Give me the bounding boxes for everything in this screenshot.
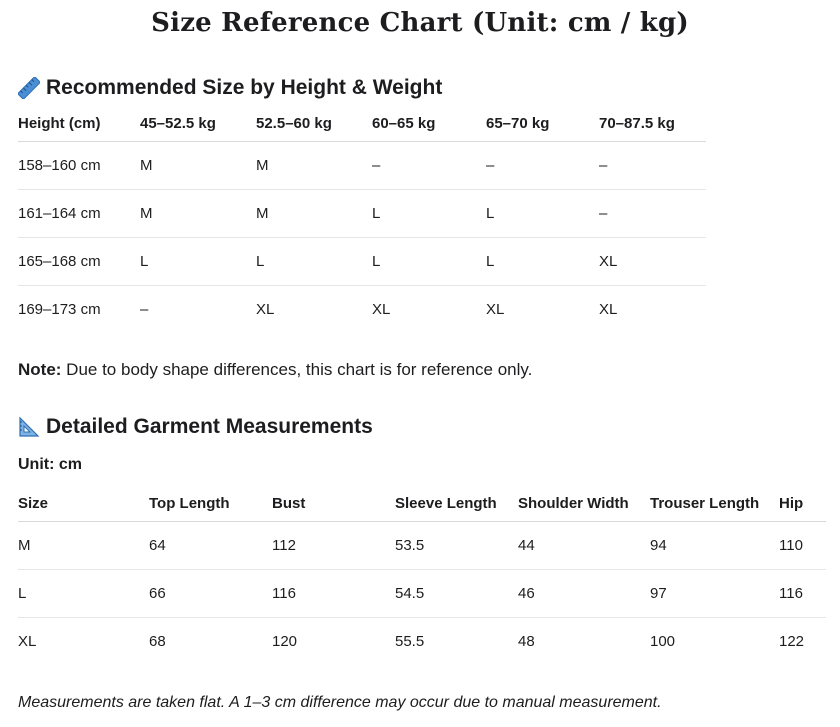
column-header: Trouser Length	[650, 485, 779, 522]
table-cell: L	[18, 570, 149, 618]
note-label: Note:	[18, 360, 62, 379]
ruler-icon	[18, 77, 42, 99]
column-header: 60–65 kg	[372, 105, 486, 142]
column-header: 52.5–60 kg	[256, 105, 372, 142]
table-cell: –	[486, 142, 599, 190]
column-header: Sleeve Length	[395, 485, 518, 522]
section-heading-text: Detailed Garment Measurements	[46, 415, 373, 438]
unit-label: Unit: cm	[18, 456, 82, 473]
table-cell: M	[256, 190, 372, 238]
table-cell: 53.5	[395, 522, 518, 570]
table-row	[18, 190, 706, 238]
table-cell: 122	[779, 633, 805, 650]
table-cell: 55.5	[395, 633, 425, 650]
table-cell: –	[372, 142, 486, 190]
table-row	[18, 238, 706, 286]
table-cell: XL	[372, 301, 391, 318]
table-cell: M	[140, 142, 256, 190]
table-cell: 100	[650, 633, 676, 650]
table-cell: XL	[599, 238, 706, 286]
column-header: Hip	[779, 485, 826, 522]
table-header-row	[18, 105, 706, 142]
table-cell: XL	[599, 301, 618, 318]
column-header: Bust	[272, 485, 395, 522]
table-cell: L	[486, 190, 599, 238]
note-text: Due to body shape differences, this chart is for reference only.	[61, 360, 533, 379]
table-cell: M	[140, 190, 256, 238]
column-header: Top Length	[149, 485, 272, 522]
table-cell: XL	[18, 633, 37, 650]
table-cell: XL	[256, 301, 275, 318]
column-header: 70–87.5 kg	[599, 105, 706, 142]
table-cell: 120	[272, 633, 298, 650]
note	[18, 360, 532, 380]
section-heading-recommended-size	[18, 76, 442, 100]
column-header: Size	[18, 485, 149, 522]
table-cell: L	[372, 190, 486, 238]
table-cell: 158–160 cm	[18, 142, 140, 190]
garment-measurements-table	[18, 485, 826, 665]
table-row	[18, 618, 826, 666]
table-cell: 48	[518, 633, 535, 650]
table-cell: 97	[650, 570, 779, 618]
table-cell: 169–173 cm	[18, 301, 101, 318]
table-cell: 46	[518, 570, 650, 618]
table-cell: 110	[779, 522, 826, 570]
table-row	[18, 286, 706, 334]
table-row	[18, 522, 826, 570]
page-title: Size Reference Chart (Unit: cm / kg)	[151, 8, 689, 38]
table-cell: –	[599, 190, 706, 238]
table-cell: L	[486, 238, 599, 286]
table-cell: 112	[272, 522, 395, 570]
column-header: Shoulder Width	[518, 485, 650, 522]
table-cell: –	[140, 301, 149, 318]
table-header-row	[18, 485, 826, 522]
table-cell: XL	[486, 301, 505, 318]
table-cell: M	[18, 522, 149, 570]
table-cell: 94	[650, 522, 779, 570]
table-cell: 116	[272, 570, 395, 618]
table-cell: 44	[518, 522, 650, 570]
table-cell: 64	[149, 522, 272, 570]
table-cell: 54.5	[395, 570, 518, 618]
table-row	[18, 142, 706, 190]
table-cell: 68	[149, 633, 166, 650]
section-heading-text: Recommended Size by Height & Weight	[46, 76, 443, 99]
table-row	[18, 570, 826, 618]
column-header: Height (cm)	[18, 105, 140, 142]
section-heading-garment-measurements	[18, 415, 373, 439]
column-header: 45–52.5 kg	[140, 105, 256, 142]
measurement-footnote: Measurements are taken flat. A 1–3 cm difference may occur due to manual measurement.	[18, 694, 662, 711]
table-cell: L	[372, 238, 486, 286]
triangular-ruler-icon	[18, 416, 42, 438]
column-header: 65–70 kg	[486, 105, 599, 142]
table-cell: 116	[779, 570, 826, 618]
table-cell: 165–168 cm	[18, 238, 140, 286]
table-cell: L	[140, 238, 256, 286]
table-cell: 161–164 cm	[18, 190, 140, 238]
size-recommendation-table	[18, 105, 706, 333]
table-cell: –	[599, 142, 706, 190]
table-cell: M	[256, 142, 372, 190]
table-cell: L	[256, 238, 372, 286]
table-cell: 66	[149, 570, 272, 618]
